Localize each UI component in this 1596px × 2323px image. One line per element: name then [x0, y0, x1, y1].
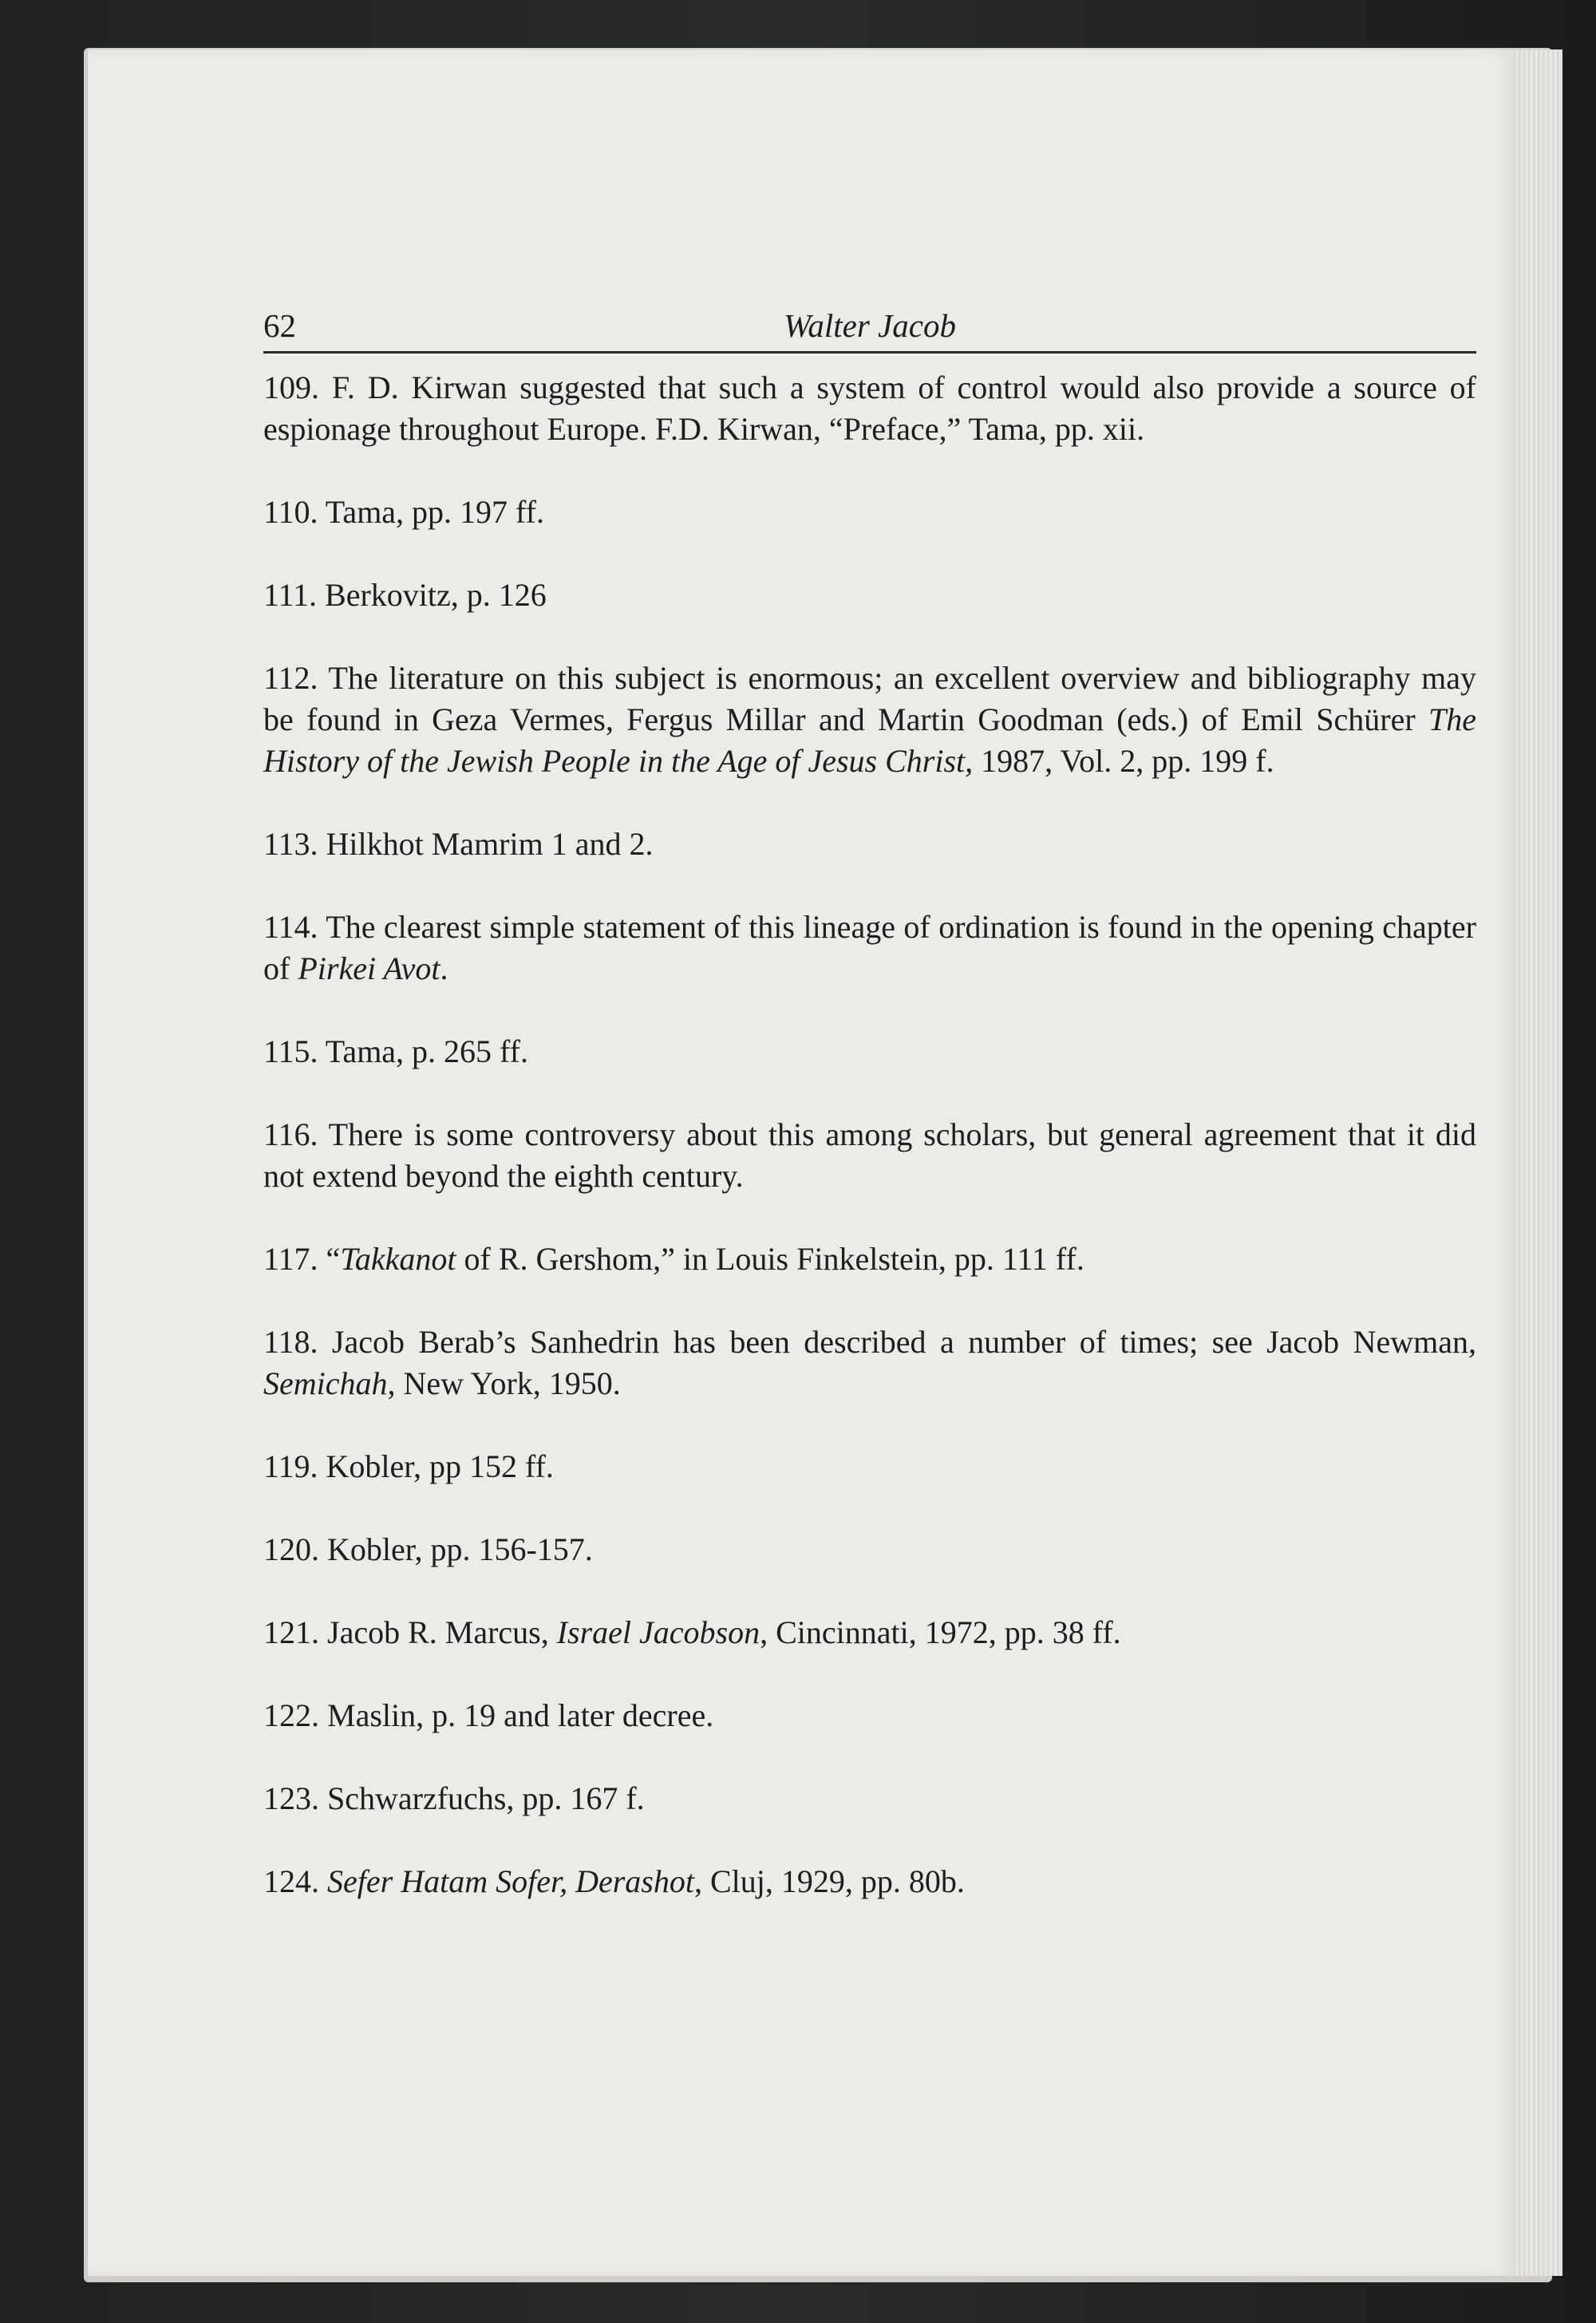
endnote-text: 110. Tama, pp. 197 ff. — [263, 494, 544, 530]
endnote-italic-text: The History of the Jewish People in the Age of Jesus Christ, — [263, 701, 1476, 779]
endnote — [263, 658, 1476, 782]
endnote — [263, 1861, 1476, 1902]
endnote — [263, 1239, 1476, 1280]
endnote-text: 117. “ — [263, 1241, 341, 1277]
endnote-text: 124. — [263, 1863, 327, 1899]
endnote-text: 123. Schwarzfuchs, pp. 167 f. — [263, 1780, 645, 1816]
endnote — [263, 492, 1476, 533]
endnote-text: 119. Kobler, pp 152 ff. — [263, 1448, 554, 1484]
endnote-italic-text: Israel Jacobson — [556, 1614, 760, 1650]
running-head: Walter Jacob — [784, 307, 956, 344]
endnote-text: 115. Tama, p. 265 ff. — [263, 1033, 528, 1069]
endnote-text: 122. Maslin, p. 19 and later decree. — [263, 1697, 714, 1733]
endnote — [263, 1322, 1476, 1404]
endnote-text: . — [440, 950, 448, 986]
endnote-text: , Cluj, 1929, pp. 80b. — [693, 1863, 965, 1899]
endnote — [263, 824, 1476, 865]
endnote-text: , Cincinnati, 1972, pp. 38 ff. — [760, 1614, 1121, 1650]
endnote — [263, 1114, 1476, 1197]
endnote — [263, 1031, 1476, 1073]
endnote — [263, 1778, 1476, 1819]
endnote-text: 1987, Vol. 2, pp. 199 f. — [973, 743, 1274, 779]
endnote-text: 112. The literature on this subject is enormous; an excellent overview and bibliography may be found in Geza Vermes, Fergus Millar and Martin Goodman (eds.) of Emil Schürer — [263, 660, 1476, 737]
endnote — [263, 575, 1476, 616]
page-stack-edge — [1507, 49, 1562, 2276]
endnote-text: 116. There is some controversy about this among scholars, but general agreement that it did not extend beyond the eighth century. — [263, 1116, 1476, 1194]
endnote — [263, 1612, 1476, 1653]
endnotes-list — [263, 367, 1476, 1944]
page-header — [263, 303, 1476, 354]
page-number: 62 — [263, 307, 296, 344]
endnote — [263, 1446, 1476, 1487]
endnote-text: 109. F. D. Kirwan suggested that such a system of control would also provide a source of espionage throughout Europe. F.D. Kirwan, “Preface,” Tama, pp. xii. — [263, 369, 1476, 447]
endnote-text: 121. Jacob R. Marcus, — [263, 1614, 557, 1650]
endnote-italic-text: Pirkei Avot — [298, 950, 440, 986]
endnote-italic-text: Takkanot — [340, 1241, 456, 1277]
endnote-text: 120. Kobler, pp. 156-157. — [263, 1531, 593, 1567]
endnote-text: of R. Gershom,” in Louis Finkelstein, pp. 111 ff. — [456, 1241, 1084, 1277]
endnote — [263, 367, 1476, 450]
endnote — [263, 1695, 1476, 1736]
endnote-text: 111. Berkovitz, p. 126 — [263, 577, 547, 613]
endnote-text: , New York, 1950. — [387, 1365, 621, 1401]
endnote-text: 113. Hilkhot Mamrim 1 and 2. — [263, 826, 654, 862]
endnote-italic-text: Sefer Hatam Sofer, Derashot — [327, 1863, 694, 1899]
endnote — [263, 907, 1476, 990]
endnote-text: 118. Jacob Berab’s Sanhedrin has been described a number of times; see Jacob Newman, — [263, 1324, 1476, 1360]
endnote-text: 114. The clearest simple statement of this lineage of ordination is found in the opening chapter of — [263, 909, 1476, 986]
endnote-italic-text: Semichah — [263, 1365, 388, 1401]
endnote — [263, 1529, 1476, 1570]
